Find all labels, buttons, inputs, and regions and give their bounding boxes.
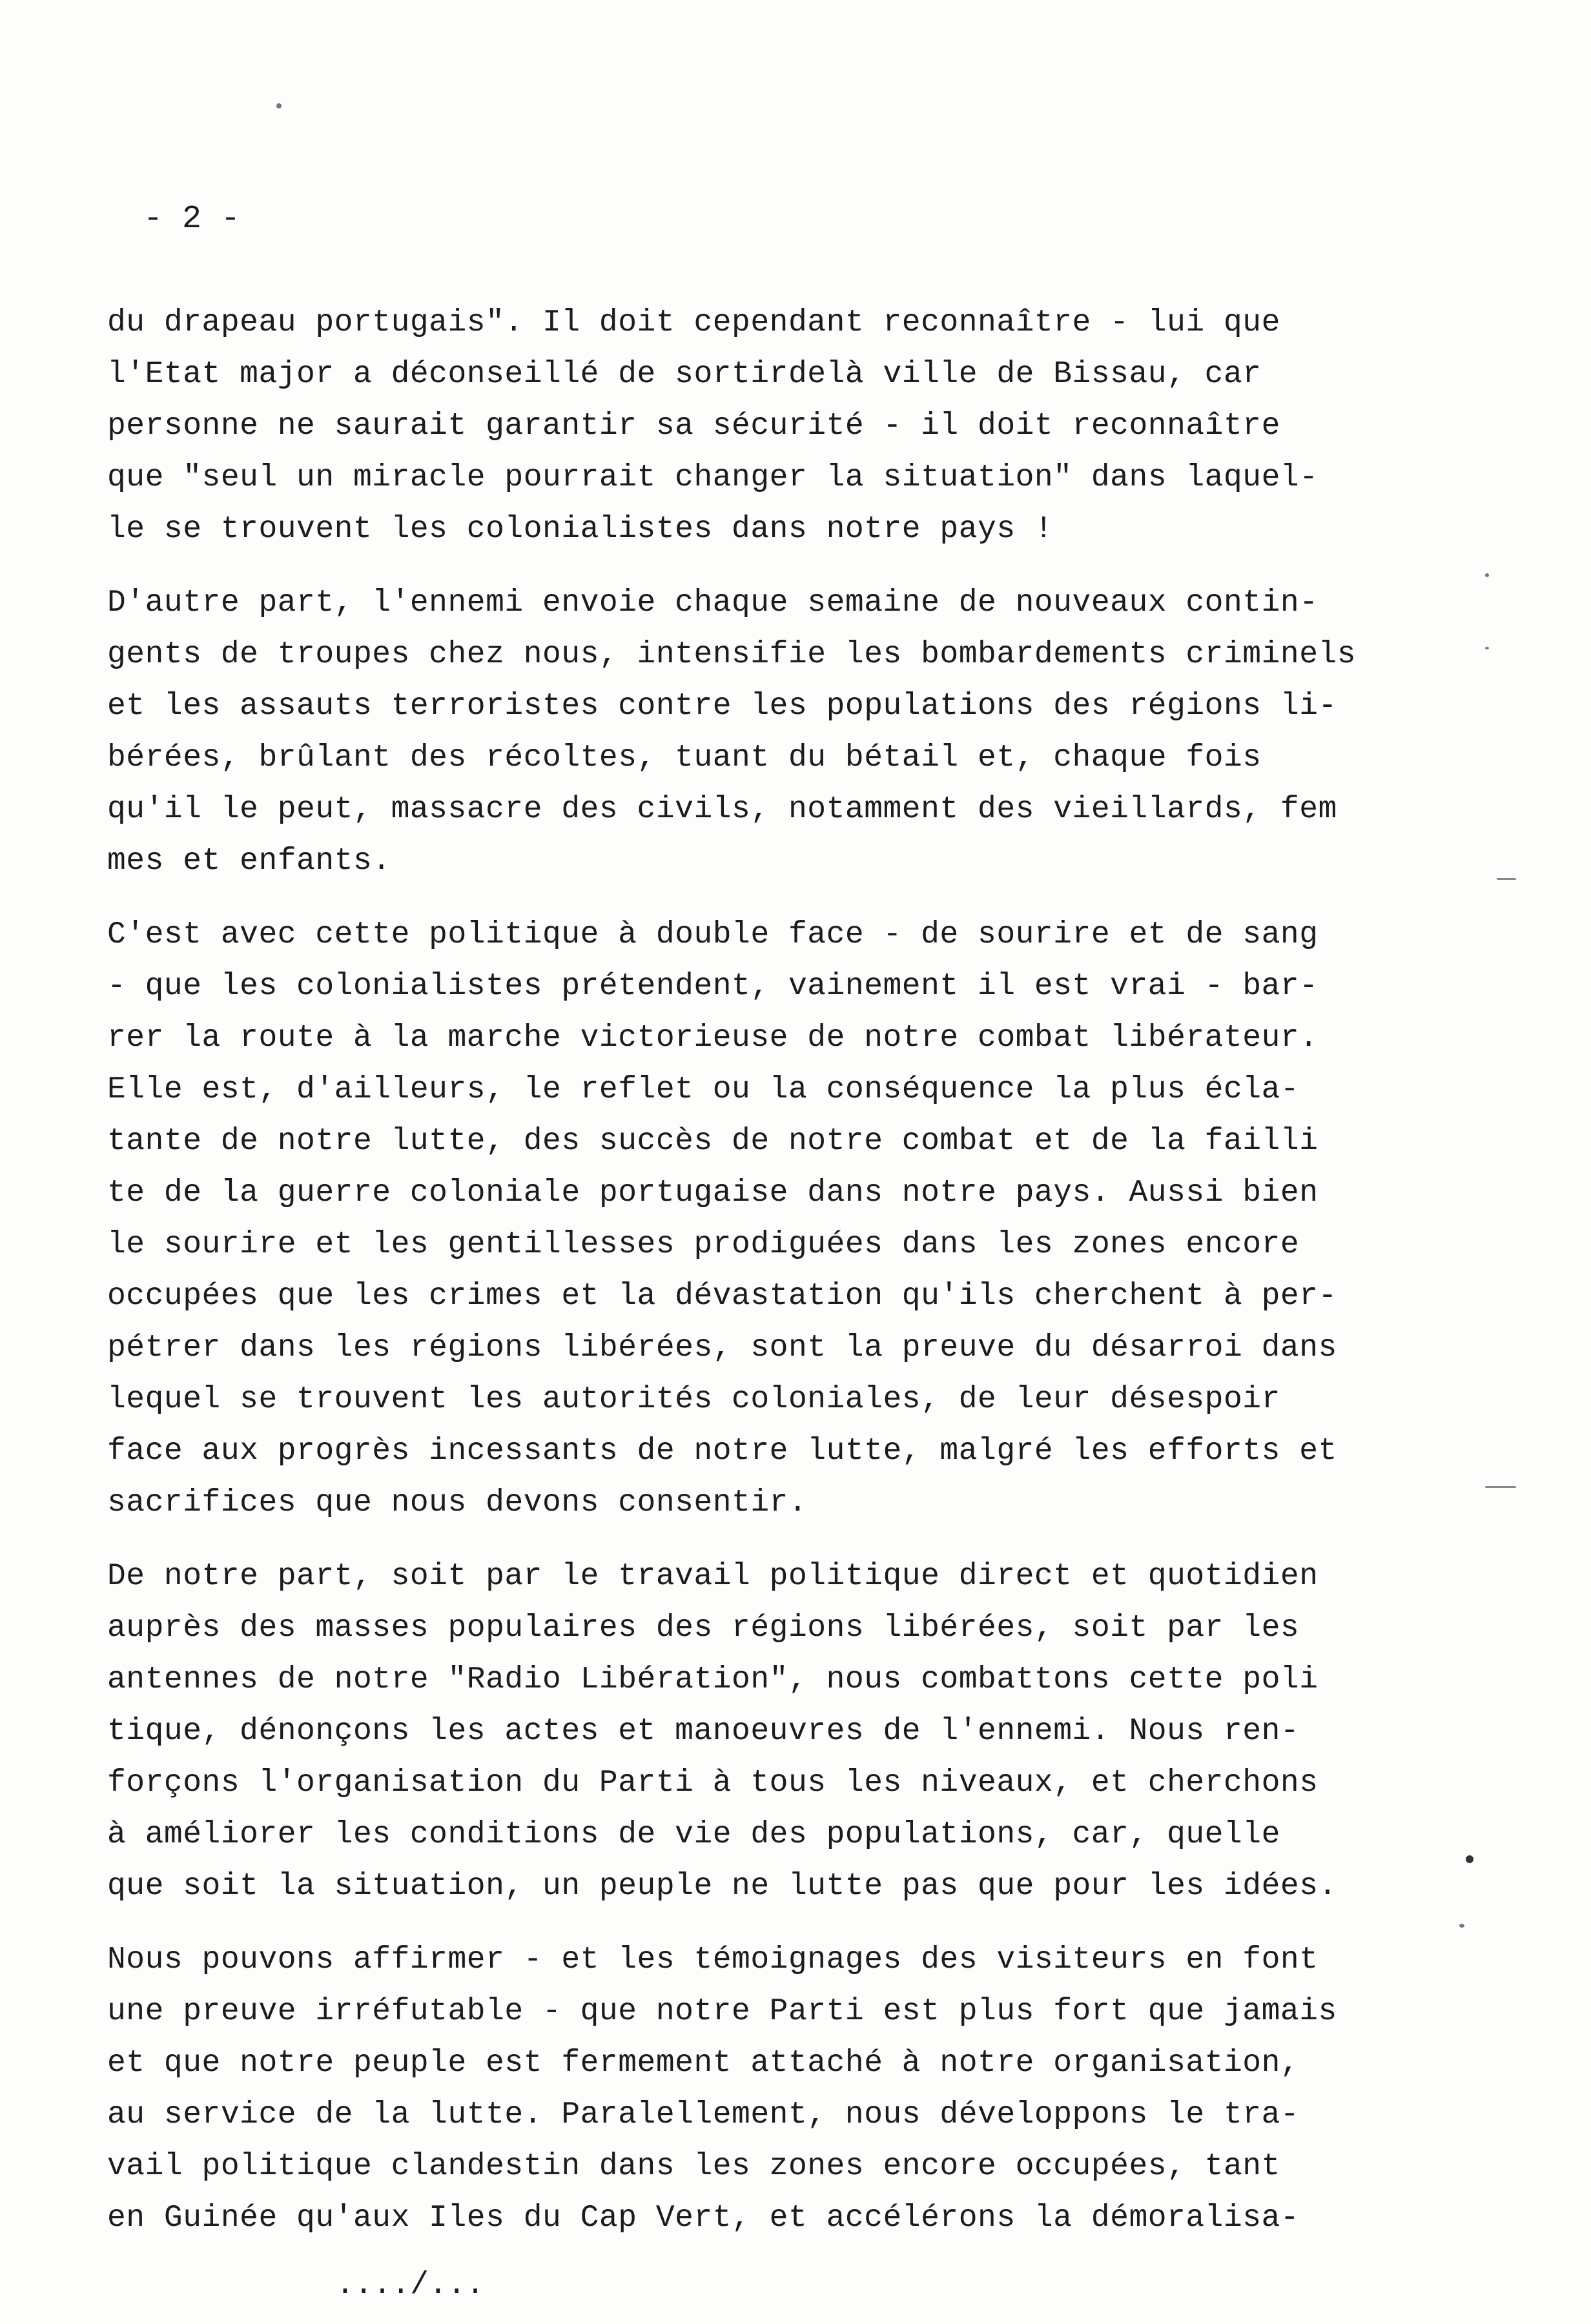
continuation-mark: ..../... (336, 2268, 485, 2303)
paragraph (107, 297, 1515, 555)
text-line: en Guinée qu'aux Iles du Cap Vert, et accélérons la démoralisa- (107, 2201, 1300, 2236)
text-line: lequel se trouvent les autorités coloniales, de leur désespoir (107, 1382, 1280, 1417)
scan-speck (1485, 647, 1489, 649)
text-line: personne ne saurait garantir sa sécurité - il doit reconnaître (107, 409, 1280, 443)
text-line: De notre part, soit par le travail politique direct et quotidien (107, 1559, 1319, 1594)
text-line: l'Etat major a déconseillé de sortirdelà ville de Bissau, car (107, 357, 1262, 392)
scan-speck (1459, 1924, 1464, 1928)
text-line: face aux progrès incessants de notre lutte, malgré les efforts et (107, 1434, 1337, 1469)
text-line: que "seul un miracle pourrait changer la situation" dans laquel- (107, 460, 1319, 495)
margin-mark (1497, 878, 1516, 880)
text-line: occupées que les crimes et la dévastation qu'ils cherchent à per- (107, 1279, 1337, 1314)
text-line: gents de troupes chez nous, intensifie les bombardements criminels (107, 637, 1357, 672)
text-line: au service de la lutte. Paralellement, nous développons le tra- (107, 2097, 1300, 2132)
text-line: auprès des masses populaires des régions libérées, soit par les (107, 1611, 1300, 1646)
text-line: à améliorer les conditions de vie des populations, car, quelle (107, 1817, 1280, 1852)
text-line: antennes de notre "Radio Libération", nous combattons cette poli (107, 1662, 1319, 1697)
text-line: forçons l'organisation du Parti à tous les niveaux, et cherchons (107, 1766, 1319, 1800)
body-text (107, 297, 1515, 2266)
text-line: D'autre part, l'ennemi envoie chaque semaine de nouveaux contin- (107, 586, 1319, 620)
text-line: tique, dénonçons les actes et manoeuvres de l'ennemi. Nous ren- (107, 1714, 1300, 1749)
text-line: le sourire et les gentillesses prodiguées dans les zones encore (107, 1227, 1300, 1262)
text-line: tante de notre lutte, des succès de notre combat et de la failli (107, 1124, 1319, 1159)
paragraph (107, 1551, 1515, 1912)
text-line: le se trouvent les colonialistes dans notre pays ! (107, 512, 1054, 547)
scan-speck (1466, 1855, 1473, 1863)
text-line: une preuve irréfutable - que notre Parti est plus fort que jamais (107, 1994, 1337, 2029)
text-line: mes et enfants. (107, 844, 391, 879)
text-line: C'est avec cette politique à double face - de sourire et de sang (107, 917, 1319, 952)
text-line: et que notre peuple est fermement attaché à notre organisation, (107, 2046, 1300, 2081)
paragraph (107, 1934, 1515, 2244)
text-line: Elle est, d'ailleurs, le reflet ou la conséquence la plus écla- (107, 1072, 1300, 1107)
text-line: te de la guerre coloniale portugaise dans notre pays. Aussi bien (107, 1176, 1319, 1210)
text-line: vail politique clandestin dans les zones encore occupées, tant (107, 2149, 1280, 2184)
text-line: que soit la situation, un peuple ne lutte pas que pour les idées. (107, 1869, 1337, 1904)
text-line: bérées, brûlant des récoltes, tuant du bétail et, chaque fois (107, 740, 1262, 775)
text-line: sacrifices que nous devons consentir. (107, 1485, 808, 1520)
scan-speck (276, 103, 282, 108)
paragraph (107, 577, 1515, 887)
scan-speck (1485, 573, 1489, 577)
text-line: du drapeau portugais". Il doit cependant reconnaître - lui que (107, 305, 1280, 340)
text-line: Nous pouvons affirmer - et les témoignages des visiteurs en font (107, 1942, 1319, 1977)
margin-mark (1485, 1486, 1516, 1488)
text-line: et les assauts terroristes contre les populations des régions li- (107, 689, 1337, 724)
text-line: rer la route à la marche victorieuse de notre combat libérateur. (107, 1021, 1319, 1055)
page-number: - 2 - (143, 201, 241, 238)
text-line: qu'il le peut, massacre des civils, notamment des vieillards, fem (107, 792, 1337, 827)
text-line: pétrer dans les régions libérées, sont la preuve du désarroi dans (107, 1330, 1337, 1365)
paragraph (107, 909, 1515, 1529)
text-line: - que les colonialistes prétendent, vainement il est vrai - bar- (107, 969, 1319, 1004)
